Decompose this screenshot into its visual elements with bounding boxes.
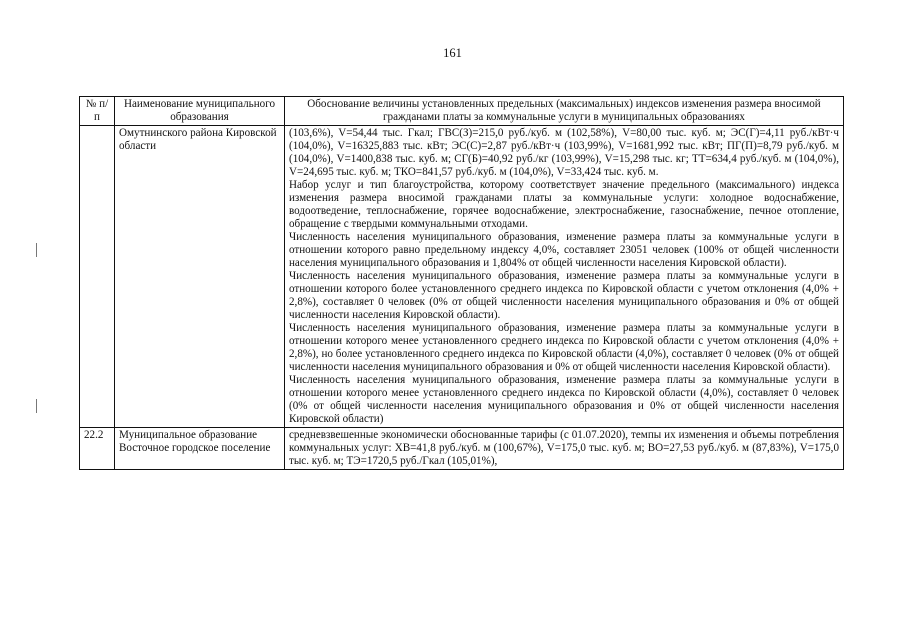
table-row — [80, 126, 844, 428]
justification-text — [285, 428, 844, 470]
margin-mark — [36, 243, 37, 257]
tariff-justification-table — [79, 96, 844, 470]
header-number: № п/п — [80, 97, 115, 126]
justification-text — [285, 126, 844, 428]
page-number: 161 — [443, 46, 462, 60]
paragraph: Численность населения муниципального образования, изменение размера платы за коммунальные услуги в отношении которого более установленного среднего индекса по Кировской области с учетом отклонения (4,0% + 2,8%), составляет 0 человек (0% от общей численности населения муниципального образования и 0% от общей численности населения Кировской области). — [289, 270, 839, 321]
paragraph: Набор услуг и тип благоустройства, которому соответствует значение предельного (максимального) индекса изменения размера вносимой гражданами платы за коммунальные услуги: холодное водоснабжение, водоотведение, теплоснабжение, горячее водоснабжение, электроснабжение, газоснабжение, печное отопление, обращение с твердыми коммунальными отходами. — [289, 179, 839, 230]
header-municipality: Наименование муниципального образования — [115, 97, 285, 126]
paragraph: (103,6%), V=54,44 тыс. Гкал; ГВС(З)=215,0 руб./куб. м (102,58%), V=80,00 тыс. куб. м; ЭС(Г)=4,11 руб./кВт·ч (104,0%), V=16325,883 тыс. кВт; ЭС(С)=2,87 руб./кВт·ч (103,99%), V=1681,992 тыс. кВт; ПГ(П)=8,79 руб./куб. м (104,0%), V=1400,838 тыс. куб. м; СГ(Б)=40,92 руб./кг (103,99%), V=15,298 тыс. кг; ТТ=634,4 руб./куб. м (104,0%), V=24,695 тыс. куб. м; ТКО=841,57 руб./куб. м (104,0%), V=33,424 тыс. куб. м. — [289, 127, 839, 178]
paragraph: Численность населения муниципального образования, изменение размера платы за коммунальные услуги в отношении которого равно предельному индексу 4,0%, составляет 23051 человек (100% от общей численности населения муниципального образования и 1,804% от общей численности населения Кировской области). — [289, 231, 839, 269]
paragraph: средневзвешенные экономически обоснованные тарифы (с 01.07.2020), темпы их изменения и объемы потребления коммунальных услуг: ХВ=41,8 руб./куб. м (100,67%), V=175,0 тыс. куб. м; ВО=27,53 руб./куб. м (87,83%), V=175,0 тыс. куб. м; ТЭ=1720,5 руб./Гкал (105,01%), — [289, 429, 839, 467]
header-justification: Обоснование величины установленных предельных (максимальных) индексов изменения размера вносимой гражданами платы за коммунальные услуги в муниципальных образованиях — [285, 97, 844, 126]
table-header-row — [80, 97, 844, 126]
table-row — [80, 428, 844, 470]
margin-mark — [36, 399, 37, 413]
municipality-name: Муниципальное образование Восточное городское поселение — [115, 428, 285, 470]
municipality-name: Омутнинского района Кировской области — [115, 126, 285, 428]
row-number — [80, 126, 115, 428]
paragraph: Численность населения муниципального образования, изменение размера платы за коммунальные услуги в отношении которого менее установленного среднего индекса по Кировской области с учетом отклонения (4,0% + 2,8%), но более установленного среднего индекса по Кировской области (4,0%), составляет 0 человек (0% от общей численности населения муниципального образования и 0% от общей численности населения Кировской области). — [289, 322, 839, 373]
paragraph: Численность населения муниципального образования, изменение размера платы за коммунальные услуги в отношении которого менее установленного среднего индекса по Кировской области (4,0%), составляет 0 человек (0% от общей численности населения муниципального образования и 0% от общей численности населения Кировской области) — [289, 374, 839, 425]
row-number: 22.2 — [80, 428, 115, 470]
